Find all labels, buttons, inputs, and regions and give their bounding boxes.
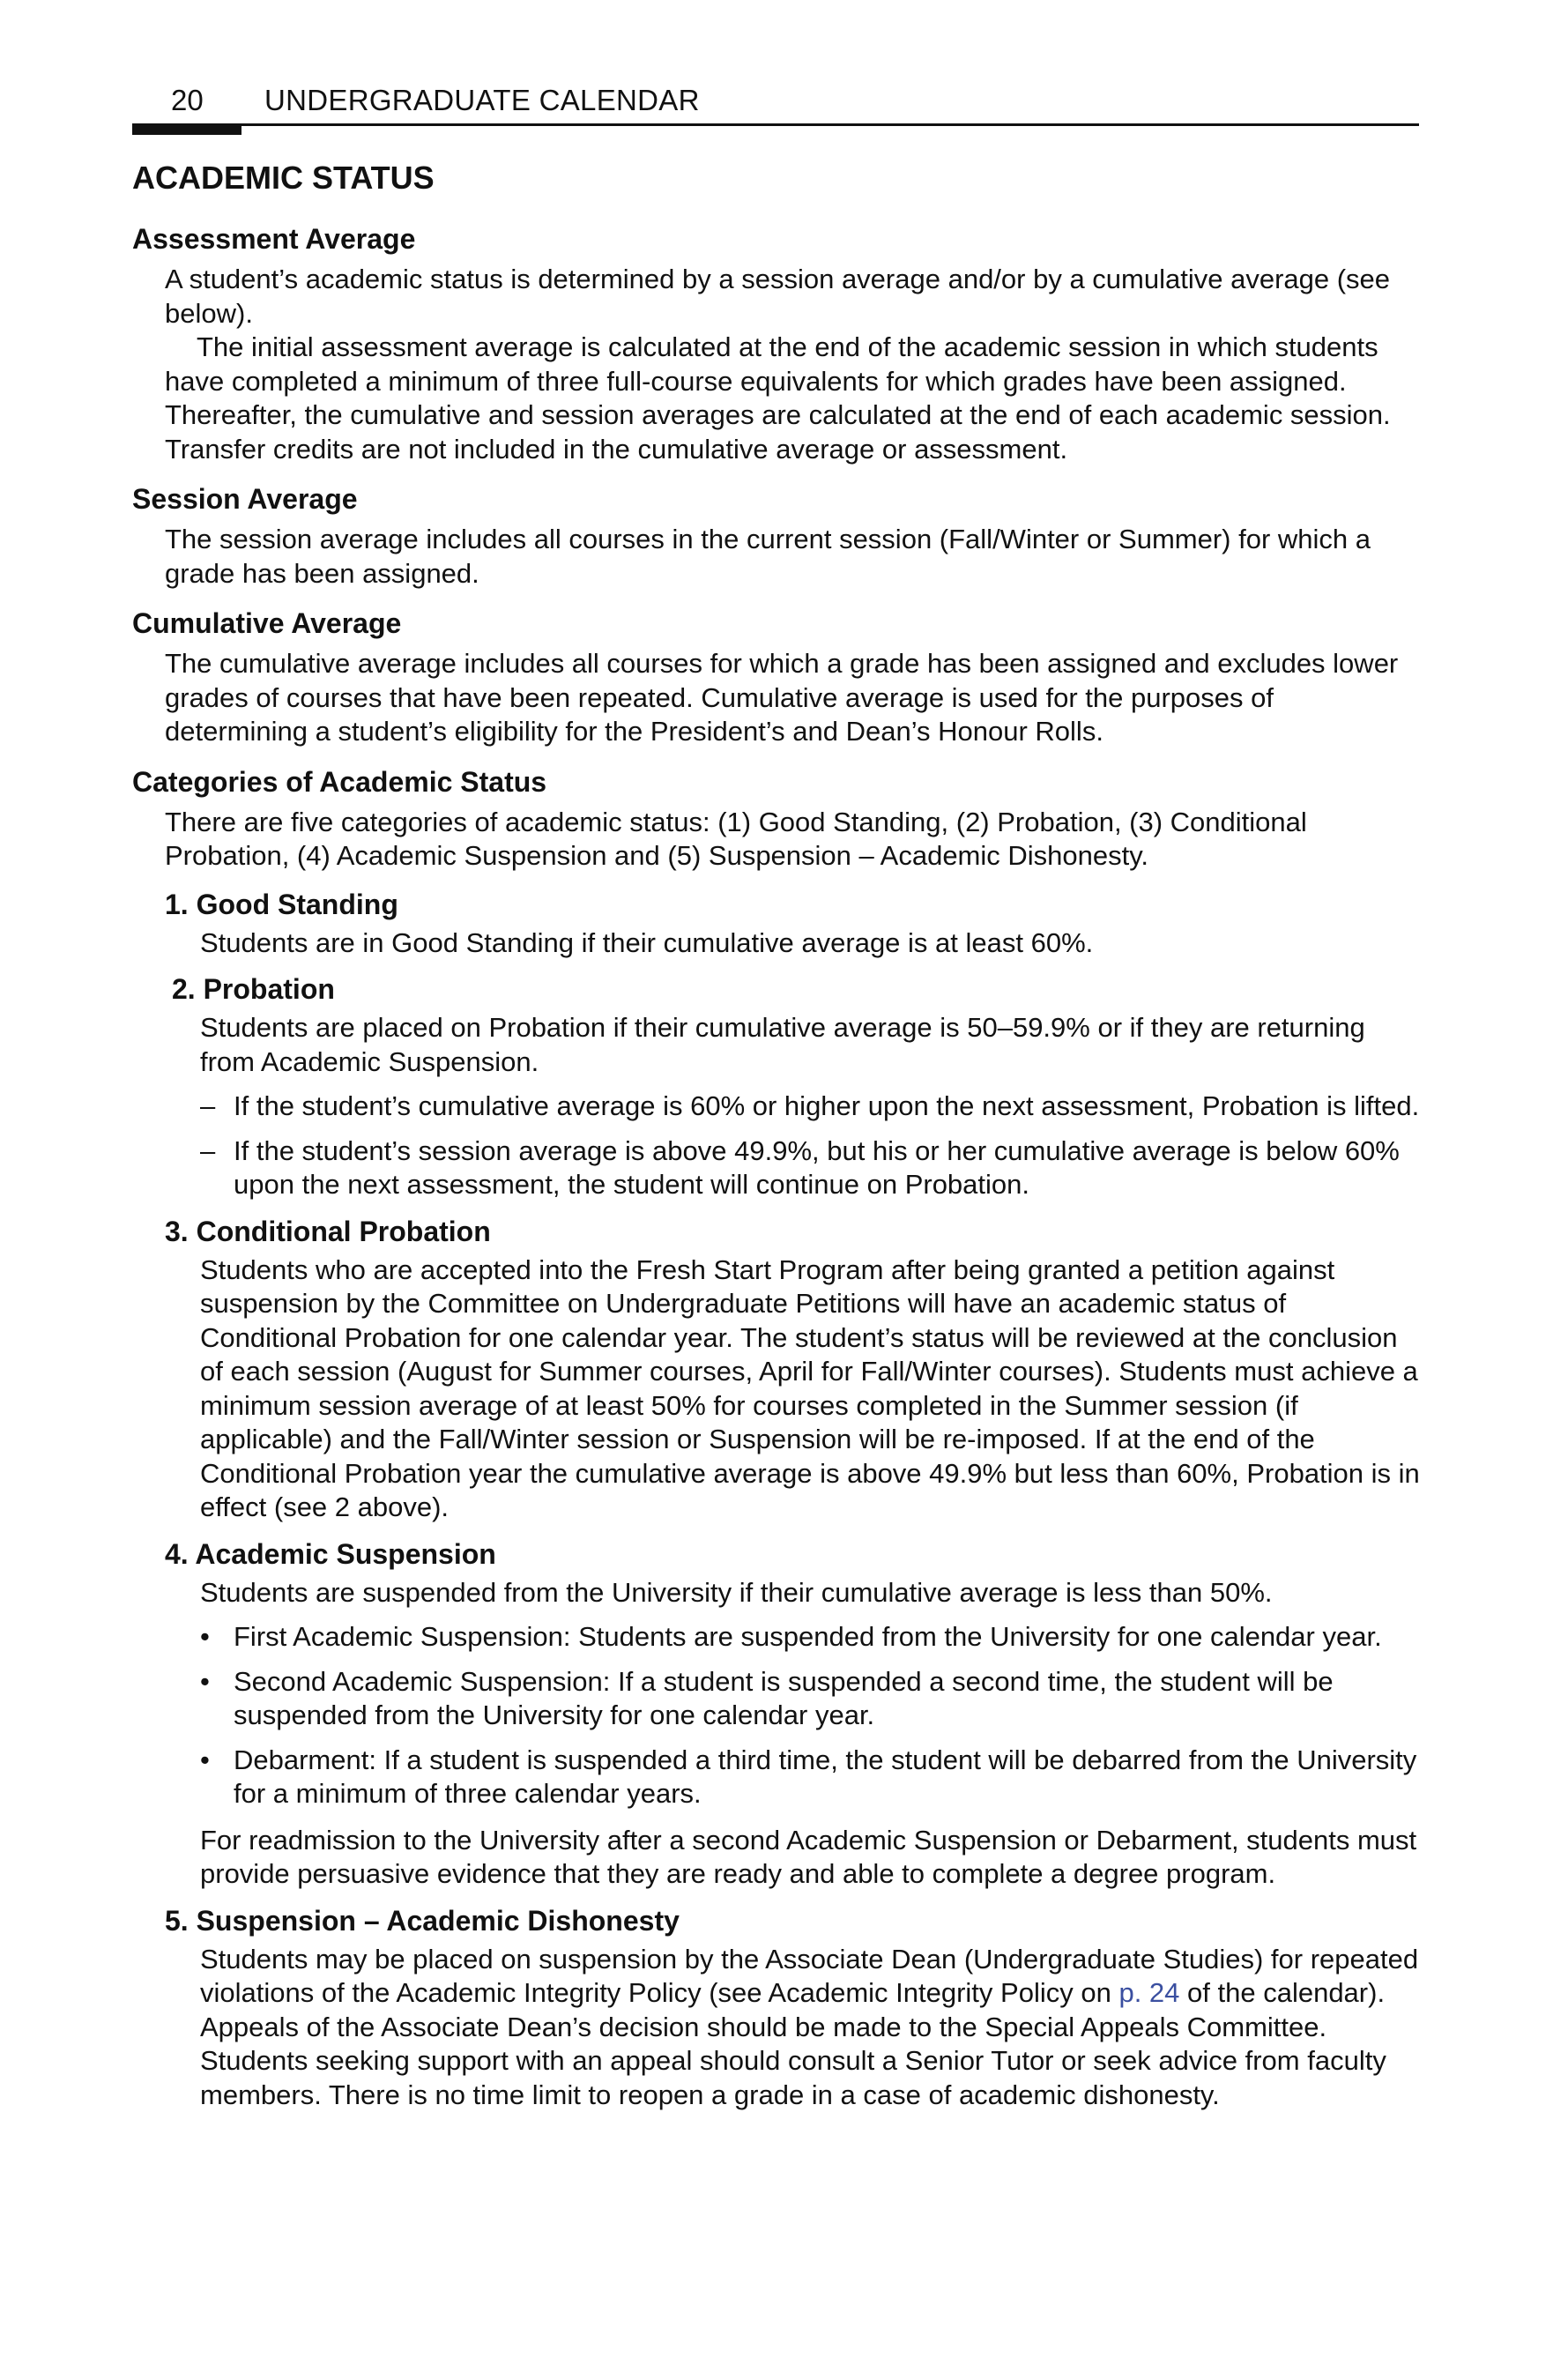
list-item-text: Debarment: If a student is suspended a third time, the student will be debarred from the University for a minimum of three calendar years. <box>234 1744 1417 1809</box>
paragraph: Students are suspended from the University if their cumulative average is less than 50%. <box>200 1576 1273 1608</box>
paragraph: The cumulative average includes all courses for which a grade has been assigned and excludes lower grades of courses that have been repeated. Cumulative average is used for the purposes of determining a student’s eligibility for the President’s and Dean’s Honour Rolls. <box>165 648 1399 747</box>
paragraph: There are five categories of academic status: (1) Good Standing, (2) Probation, (3) Conditional Probation, (4) Academic Suspension and (5) Suspension – Academic Dishonesty. <box>165 806 1307 871</box>
section-body <box>165 647 1421 749</box>
section-cumulative-average <box>132 605 1421 749</box>
section-heading: Session Average <box>132 483 358 515</box>
dash-marker: – <box>200 1090 216 1121</box>
section-body <box>165 523 1421 591</box>
paragraph: Students are in Good Standing if their cumulative average is at least 60%. <box>200 926 1094 958</box>
paragraph-text: of the calendar). Appeals of the Associate Dean’s decision should be made to the Special Appeals Committee. Students seeking support with an appeal should consult a Senior Tutor or seek advice from faculty members. There is no time limit to reopen a grade in a case of academic dishonesty. <box>200 1977 1386 2110</box>
running-title: UNDERGRADUATE CALENDAR <box>264 84 700 116</box>
category-heading: 3. Conditional Probation <box>165 1215 491 1247</box>
list-item-text: If the student’s session average is above 49.9%, but his or her cumulative average is below 60% upon the next assessment, the student will continue on Probation. <box>234 1134 1400 1200</box>
category-suspension-dishonesty <box>165 1902 1421 2113</box>
list-item <box>200 1620 1421 1655</box>
page-content <box>132 157 1421 2126</box>
section-heading: Assessment Average <box>132 223 416 255</box>
page-reference-link[interactable]: p. 24 <box>1118 1977 1180 2008</box>
paragraph-text: Students may be placed on suspension by the Associate Dean (Undergraduate Studies) for repeated violations of the Academic Integrity Policy (see Academic Integrity Policy on <box>200 1943 1419 2008</box>
section-body <box>165 806 1421 874</box>
suspension-bullet-list <box>200 1620 1421 1811</box>
paragraph <box>200 1943 1421 2113</box>
category-academic-suspension <box>165 1536 1421 1892</box>
page-title: ACADEMIC STATUS <box>132 160 435 196</box>
category-heading: 2. Probation <box>172 973 335 1005</box>
list-item <box>200 1134 1421 1202</box>
header-rule <box>132 123 1419 126</box>
paragraph: The initial assessment average is calculated at the end of the academic session in which students have completed a minimum of three full-course equivalents for which grades have been assigned. Thereafter, the cumulative and session averages are calculated at the end of each academic session. Transfer credits are not included in the cumulative average or assessment. <box>165 331 1391 465</box>
category-heading: 1. Good Standing <box>165 888 398 920</box>
paragraph: For readmission to the University after a second Academic Suspension or Debarment, students must provide persuasive evidence that they are ready and able to complete a degree program. <box>200 1824 1417 1889</box>
paragraph: A student’s academic status is determined by a session average and/or by a cumulative average (see below). <box>165 264 1391 329</box>
page-number: 20 <box>171 84 204 116</box>
bullet-marker: • <box>200 1621 210 1652</box>
paragraph: The session average includes all courses in the current session (Fall/Winter or Summer) for which a grade has been assigned. <box>165 524 1371 589</box>
page-header <box>132 83 1419 127</box>
category-good-standing <box>165 886 1421 961</box>
list-item-text: If the student’s cumulative average is 60% or higher upon the next assessment, Probation is lifted. <box>234 1090 1420 1121</box>
bullet-marker: • <box>200 1665 210 1697</box>
section-heading: Categories of Academic Status <box>132 765 547 798</box>
category-conditional-probation <box>165 1213 1421 1525</box>
section-assessment-average <box>132 220 1421 466</box>
probation-dash-list <box>200 1090 1421 1202</box>
bullet-marker: • <box>200 1744 210 1775</box>
list-item <box>200 1744 1421 1811</box>
paragraph: Students who are accepted into the Fresh Start Program after being granted a petition against suspension by the Committee on Undergraduate Petitions will have an academic status of Conditional Probation for one calendar year. The student’s status will be reviewed at the conclusion of each session (August for Summer courses, April for Fall/Winter courses). Students must achieve a minimum session average of at least 50% for courses completed in the Summer session (if applicable) and the Fall/Winter session or Suspension will be re-imposed. If at the end of the Conditional Probation year the cumulative average is above 49.9% but less than 60%, Probation is in effect (see 2 above). <box>200 1253 1420 1522</box>
section-body <box>165 263 1421 466</box>
list-item-text: Second Academic Suspension: If a student is suspended a second time, the student will be suspended from the University for one calendar year. <box>234 1665 1334 1730</box>
section-session-average <box>132 480 1421 591</box>
section-heading: Cumulative Average <box>132 607 402 639</box>
list-item <box>200 1665 1421 1733</box>
list-item <box>200 1090 1421 1124</box>
header-rule-accent <box>132 123 241 135</box>
dash-marker: – <box>200 1134 216 1166</box>
category-heading: 5. Suspension – Academic Dishonesty <box>165 1904 680 1937</box>
section-categories <box>132 763 1421 2113</box>
category-heading: 4. Academic Suspension <box>165 1537 496 1570</box>
list-item-text: First Academic Suspension: Students are suspended from the University for one calendar year. <box>234 1621 1382 1652</box>
category-probation <box>165 971 1421 1202</box>
paragraph: Students are placed on Probation if their cumulative average is 50–59.9% or if they are returning from Academic Suspension. <box>200 1012 1365 1077</box>
